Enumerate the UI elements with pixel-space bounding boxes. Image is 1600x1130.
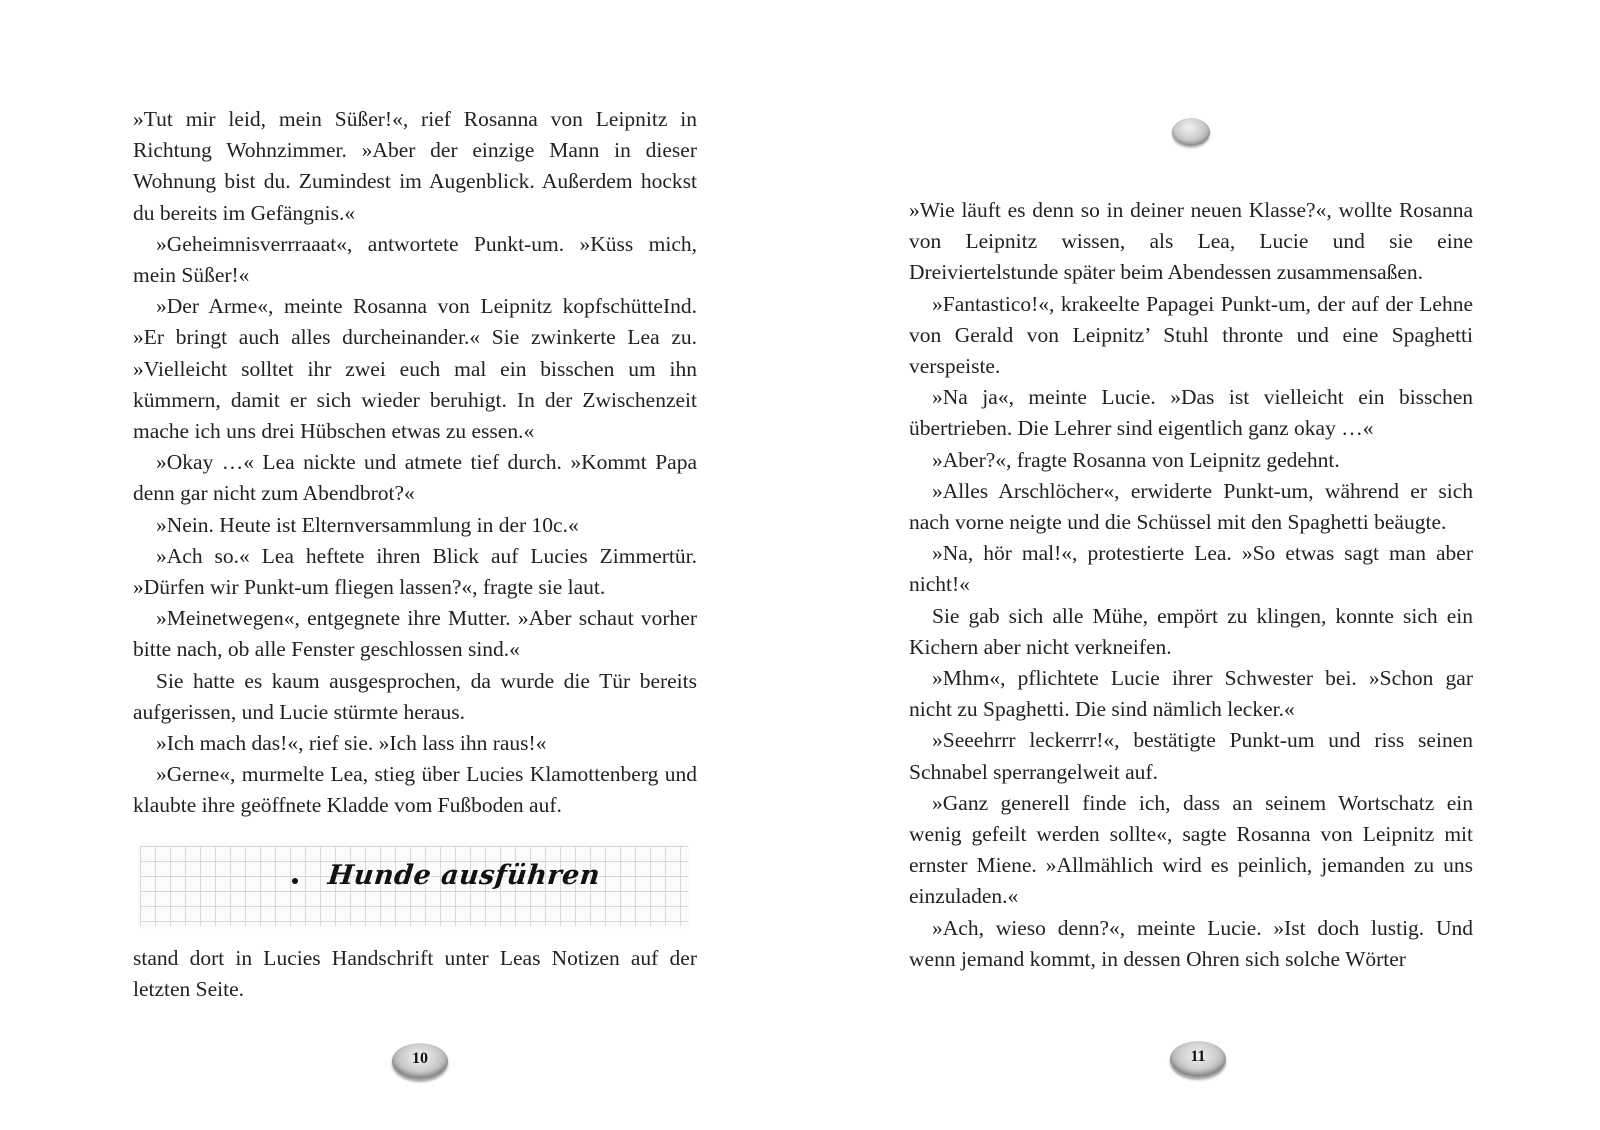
page-number-stone-icon [392,1043,448,1079]
left-page-text [133,104,697,822]
paragraph: »Ach, wieso denn?«, meinte Lucie. »Ist doch lustig. Und wenn jemand kommt, in dessen Ohren sich solche Wörter [909,915,1473,971]
paragraph: »Meinetwegen«, entgegnete ihre Mutter. »Aber schaut vorher bitte nach, ob alle Fenster geschlossen sind.« [133,606,697,662]
paragraph: »Wie läuft es denn so in deiner neuen Klasse?«, wollte Rosanna von Leipnitz wissen, als Lea, Lucie und sie eine Dreiviertelstunde später beim Abendessen zusammensaßen. [909,198,1473,285]
paragraph: »Na ja«, meinte Lucie. »Das ist vielleicht ein bisschen übertrieben. Die Lehrer sind eigentlich ganz okay …« [909,385,1473,441]
paragraph: »Ganz generell finde ich, dass an seinem Wortschatz ein wenig gefeilt werden sollte«, sagte Rosanna von Leipnitz mit ernster Miene. »Allmählich wird es peinlich, jemanden zu uns einzuladen.« [909,790,1473,909]
page-number-stone-icon [1170,1041,1226,1077]
paragraph: »Ach so.« Lea heftete ihren Blick auf Lucies Zimmertür. »Dürfen wir Punkt-um fliegen lassen?«, fragte sie laut. [133,543,697,600]
paragraph: »Aber?«, fragte Rosanna von Leipnitz gedehnt. [932,447,1340,472]
handwritten-note: Hunde ausführen [326,860,602,891]
bullet-icon [292,878,298,884]
paragraph: »Ich mach das!«, rief sie. »Ich lass ihn raus!« [156,731,547,756]
paragraph: stand dort in Lucies Handschrift unter Leas Notizen auf der letzten Seite. [133,946,697,1002]
paragraph: »Gerne«, murmelte Lea, stieg über Lucies Klamottenberg und klaubte ihre geöffnete Kladde vom Fußboden auf. [133,762,697,818]
stone-ornament-icon [1172,118,1210,146]
paragraph: »Okay …« Lea nickte und atmete tief durch. »Kommt Papa denn gar nicht zum Abendbrot?« [133,450,697,506]
paragraph: »Fantastico!«, krakeelte Papagei Punkt-um, der auf der Lehne von Gerald von Leipnitz’ Stuhl thronte und eine Spaghetti verspeiste. [909,291,1473,379]
paragraph: »Mhm«, pflichtete Lucie ihrer Schwester bei. »Schon gar nicht zu Spaghetti. Die sind nämlich lecker.« [909,666,1473,722]
paragraph: »Nein. Heute ist Elternversammlung in der 10c.« [156,512,579,537]
paragraph: Sie gab sich alle Mühe, empört zu klingen, konnte sich ein Kichern aber nicht verkneifen. [909,603,1473,659]
notebook-note-card [140,846,688,926]
right-page [800,0,1600,1130]
paragraph: Sie hatte es kaum ausgesprochen, da wurde die Tür bereits aufgerissen, und Lucie stürmte heraus. [133,668,697,724]
paragraph: »Tut mir leid, mein Süßer!«, rief Rosanna von Leipnitz in Richtung Wohnzimmer. »Aber der einzige Mann in dieser Wohnung bist du. Zumindest im Augenblick. Außerdem hockst du bereits im Gefängnis.« [133,107,697,225]
paragraph: »Na, hör mal!«, protestierte Lea. »So etwas sagt man aber nicht!« [909,541,1473,597]
right-page-text [909,195,1473,975]
paragraph: »Geheimnisverrraaat«, antwortete Punkt-um. »Küss mich, mein Süßer!« [133,231,697,288]
paragraph: »Alles Arschlöcher«, erwiderte Punkt-um, während er sich nach vorne neigte und die Schüssel mit den Spaghetti beäugte. [909,478,1473,535]
left-page-text-bottom [133,943,697,1005]
page-number: 11 [1190,1048,1206,1065]
page-number: 10 [412,1050,428,1067]
paragraph: »Seeehrrr leckerrr!«, bestätigte Punkt-um und riss seinen Schnabel sperrangelweit auf. [909,728,1473,784]
paragraph: »Der Arme«, meinte Rosanna von Leipnitz kopfschütteInd. »Er bringt auch alles durcheinander.« Sie zwinkerte Lea zu. »Vielleicht solltet ihr zwei euch mal ein bisschen um ihn kümmern, damit er sich wieder beruhigt. In der Zwischenzeit mache ich uns drei Hübschen etwas zu essen.« [133,294,697,444]
